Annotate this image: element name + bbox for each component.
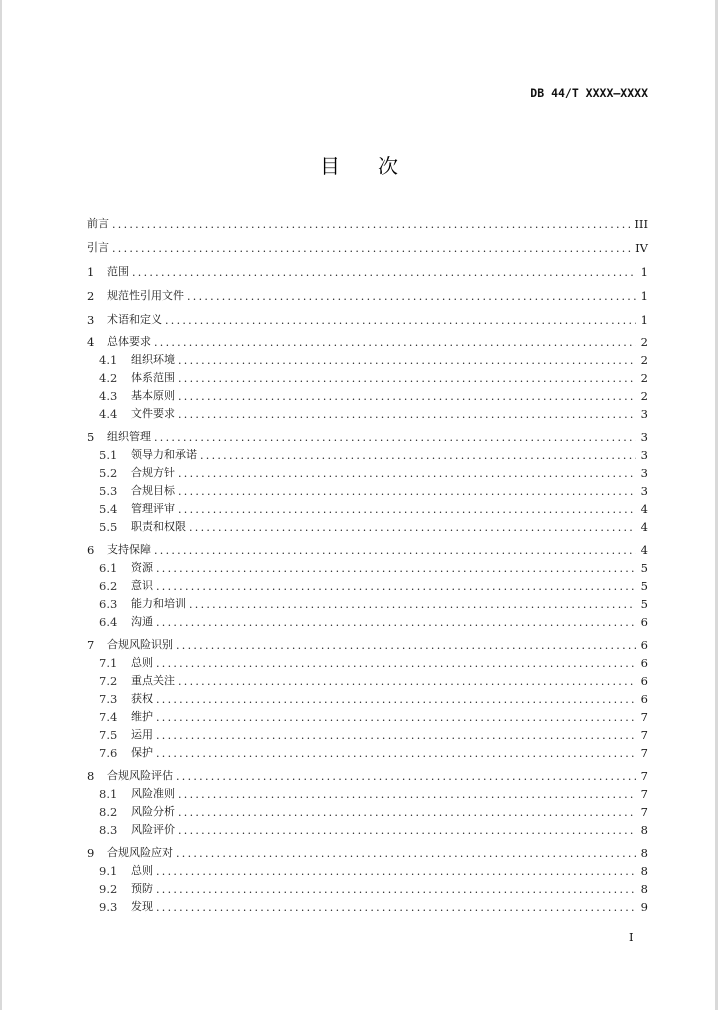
toc-entry-label: 术语和定义 (107, 313, 162, 326)
toc-entry-label: 体系范围 (131, 371, 175, 384)
toc-entry-page: III (634, 217, 648, 231)
toc-entry-label: 合规风险识别 (107, 638, 173, 651)
toc-entry-page: 6 (640, 674, 648, 688)
toc-entry-label: 文件要求 (131, 407, 175, 420)
toc-entry-number: 5.4 (99, 502, 118, 516)
toc-entry-page: 2 (640, 335, 648, 349)
toc-entry[interactable] (99, 519, 648, 535)
toc-title (0, 150, 718, 179)
toc-entry-label: 合规方针 (131, 466, 175, 479)
toc-entry-page: 6 (640, 638, 648, 652)
toc-entry-label: 范围 (107, 265, 129, 278)
toc-entry-number: 7.3 (99, 692, 118, 706)
toc-entry-page: 5 (640, 561, 648, 575)
toc-entry[interactable] (99, 655, 648, 671)
toc-entry-label: 风险评价 (131, 823, 175, 836)
toc-entry-label: 发现 (131, 900, 153, 913)
dot-leader (156, 616, 636, 630)
toc-entry-page: 6 (640, 615, 648, 629)
toc-entry[interactable] (99, 863, 648, 879)
toc-entry-page: 8 (640, 864, 648, 878)
toc-entry-page: IV (635, 241, 648, 255)
toc-entry-number: 7.4 (99, 710, 118, 724)
toc-entry[interactable] (99, 578, 648, 594)
toc-entry[interactable] (99, 483, 648, 499)
dot-leader (112, 242, 631, 256)
dot-leader (156, 562, 636, 576)
toc-entry[interactable] (99, 709, 648, 725)
toc-entry[interactable] (99, 370, 648, 386)
toc-title-char-1: 目 (320, 154, 340, 178)
toc-entry-number: 6.3 (99, 597, 118, 611)
toc-entry-page: 5 (640, 579, 648, 593)
dot-leader (178, 788, 636, 802)
dot-leader (178, 824, 636, 838)
toc-entry[interactable] (99, 501, 648, 517)
dot-leader (176, 847, 636, 861)
toc-entry-label: 风险分析 (131, 805, 175, 818)
toc-entry-number: 5 (87, 430, 95, 444)
toc-entry-label: 管理评审 (131, 502, 175, 515)
toc-entry-page: 7 (640, 746, 648, 760)
toc-entry-number: 6.2 (99, 579, 118, 593)
toc-entry-page: 3 (640, 466, 648, 480)
toc-entry[interactable] (99, 727, 648, 743)
toc-entry-label: 能力和培训 (131, 597, 186, 610)
toc-entry[interactable] (87, 637, 648, 653)
dot-leader (156, 693, 636, 707)
dot-leader (178, 354, 636, 368)
toc-entry-number: 4 (87, 335, 95, 349)
dot-leader (156, 580, 636, 594)
toc-entry-label: 前言 (87, 217, 109, 230)
toc-entry-label: 领导力和承诺 (131, 448, 197, 461)
toc-entry[interactable] (87, 334, 648, 350)
toc-entry[interactable] (99, 465, 648, 481)
toc-entry[interactable] (87, 264, 648, 280)
toc-entry-label: 组织环境 (131, 353, 175, 366)
toc-entry-page: 8 (640, 846, 648, 860)
toc-entry-label: 资源 (131, 561, 153, 574)
toc-entry-label: 总则 (131, 656, 153, 669)
toc-entry-page: 7 (640, 805, 648, 819)
toc-entry[interactable] (99, 673, 648, 689)
toc-entry[interactable] (99, 822, 648, 838)
toc-entry-page: 9 (640, 900, 648, 914)
toc-entry-label: 预防 (131, 882, 153, 895)
toc-entry-number: 9.3 (99, 900, 118, 914)
toc-entry-page: 6 (640, 656, 648, 670)
toc-entry-label: 合规目标 (131, 484, 175, 497)
dot-leader (187, 290, 636, 304)
dot-leader (156, 901, 636, 915)
toc-entry-page: 7 (640, 769, 648, 783)
toc-entry-page: 4 (640, 543, 648, 557)
toc-entry-label: 基本原则 (131, 389, 175, 402)
standard-code: DB 44/T XXXX—XXXX (530, 86, 648, 100)
toc-entry[interactable] (99, 560, 648, 576)
toc-entry-label: 支持保障 (107, 543, 151, 556)
toc-entry[interactable] (99, 614, 648, 630)
dot-leader (178, 390, 636, 404)
dot-leader (132, 266, 636, 280)
toc-title-char-2: 次 (378, 154, 398, 178)
toc-entry[interactable] (87, 288, 648, 304)
toc-entry[interactable] (87, 542, 648, 558)
toc-entry-label: 维护 (131, 710, 153, 723)
toc-entry-page: 1 (640, 313, 648, 327)
toc-entry-page: 2 (640, 371, 648, 385)
toc-entry-page: 4 (640, 502, 648, 516)
toc-entry-number: 8.2 (99, 805, 118, 819)
toc-entry-number: 7 (87, 638, 95, 652)
toc-entry-page: 3 (640, 430, 648, 444)
toc-entry-number: 6.4 (99, 615, 118, 629)
toc-entry[interactable] (99, 596, 648, 612)
toc-entry-page: 1 (640, 289, 648, 303)
toc-entry-number: 9.2 (99, 882, 118, 896)
toc-entry[interactable] (99, 406, 648, 422)
dot-leader (156, 865, 636, 879)
dot-leader (156, 883, 636, 897)
toc-entry[interactable] (99, 881, 648, 897)
toc-entry-number: 7.1 (99, 656, 118, 670)
dot-leader (178, 467, 636, 481)
toc-entry-number: 7.2 (99, 674, 118, 688)
toc-entry-label: 总体要求 (107, 335, 151, 348)
dot-leader (176, 770, 636, 784)
toc-entry-number: 6.1 (99, 561, 118, 575)
dot-leader (178, 408, 636, 422)
dot-leader (178, 372, 636, 386)
dot-leader (156, 711, 636, 725)
toc-entry-label: 沟通 (131, 615, 153, 628)
toc-entry-label: 总则 (131, 864, 153, 877)
dot-leader (178, 485, 636, 499)
toc-entry-label: 合规风险应对 (107, 846, 173, 859)
toc-entry-label: 运用 (131, 728, 153, 741)
toc-entry-number: 5.3 (99, 484, 118, 498)
toc-entry[interactable] (99, 804, 648, 820)
toc-entry-page: 7 (640, 728, 648, 742)
toc-entry[interactable] (99, 786, 648, 802)
toc-entry-page: 2 (640, 353, 648, 367)
toc-entry-number: 9 (87, 846, 95, 860)
dot-leader (154, 544, 636, 558)
dot-leader (189, 521, 636, 535)
toc-entry-number: 2 (87, 289, 95, 303)
dot-leader (178, 806, 636, 820)
toc-entry[interactable] (87, 768, 648, 784)
toc-entry-page: 3 (640, 448, 648, 462)
toc-entry-number: 8.1 (99, 787, 118, 801)
toc-entry-number: 7.6 (99, 746, 118, 760)
page-number-footer: I (629, 930, 634, 944)
toc-entry-label: 组织管理 (107, 430, 151, 443)
dot-leader (154, 431, 636, 445)
toc-entry-label: 规范性引用文件 (107, 289, 184, 302)
toc-entry-page: 5 (640, 597, 648, 611)
toc-entry-page: 8 (640, 823, 648, 837)
toc-entry-label: 职责和权限 (131, 520, 186, 533)
toc-entry-page: 1 (640, 265, 648, 279)
dot-leader (178, 503, 636, 517)
toc-entry-page: 4 (640, 520, 648, 534)
toc-entry-label: 引言 (87, 241, 109, 254)
dot-leader (156, 729, 636, 743)
toc-entry-page: 8 (640, 882, 648, 896)
dot-leader (154, 336, 636, 350)
toc-entry[interactable] (99, 691, 648, 707)
toc-entry-label: 意识 (131, 579, 153, 592)
dot-leader (200, 449, 636, 463)
toc-entry-number: 4.1 (99, 353, 118, 367)
toc-entry-number: 4.4 (99, 407, 118, 421)
toc-entry-page: 7 (640, 710, 648, 724)
dot-leader (165, 314, 636, 328)
toc-entry[interactable] (87, 429, 648, 445)
toc-entry-number: 4.2 (99, 371, 118, 385)
toc-entry-label: 风险准则 (131, 787, 175, 800)
dot-leader (176, 639, 636, 653)
toc-entry[interactable] (87, 216, 648, 232)
toc-entry-label: 保护 (131, 746, 153, 759)
toc-entry[interactable] (87, 845, 648, 861)
toc-entry-label: 合规风险评估 (107, 769, 173, 782)
toc-entry-number: 9.1 (99, 864, 118, 878)
toc-entry[interactable] (99, 899, 648, 915)
toc-entry-label: 获权 (131, 692, 153, 705)
toc-entry-page: 3 (640, 407, 648, 421)
toc-entry-number: 5.2 (99, 466, 118, 480)
dot-leader (156, 657, 636, 671)
dot-leader (156, 747, 636, 761)
toc-entry-number: 5.1 (99, 448, 118, 462)
toc-entry[interactable] (87, 312, 648, 328)
toc-entry-number: 6 (87, 543, 95, 557)
dot-leader (178, 675, 636, 689)
toc-entry-number: 8 (87, 769, 95, 783)
toc-entry[interactable] (99, 447, 648, 463)
toc-entry[interactable] (99, 388, 648, 404)
toc-entry-number: 4.3 (99, 389, 118, 403)
toc-entry-number: 1 (87, 265, 95, 279)
toc-entry-page: 2 (640, 389, 648, 403)
toc-entry-page: 3 (640, 484, 648, 498)
toc-entry-number: 8.3 (99, 823, 118, 837)
toc-entry-number: 5.5 (99, 520, 118, 534)
toc-entry-number: 7.5 (99, 728, 118, 742)
dot-leader (112, 218, 630, 232)
toc-entry[interactable] (99, 352, 648, 368)
toc-entry-page: 6 (640, 692, 648, 706)
toc-entry-label: 重点关注 (131, 674, 175, 687)
toc-entry[interactable] (99, 745, 648, 761)
dot-leader (189, 598, 636, 612)
toc-entry-page: 7 (640, 787, 648, 801)
toc-entry[interactable] (87, 240, 648, 256)
toc-entry-number: 3 (87, 313, 95, 327)
